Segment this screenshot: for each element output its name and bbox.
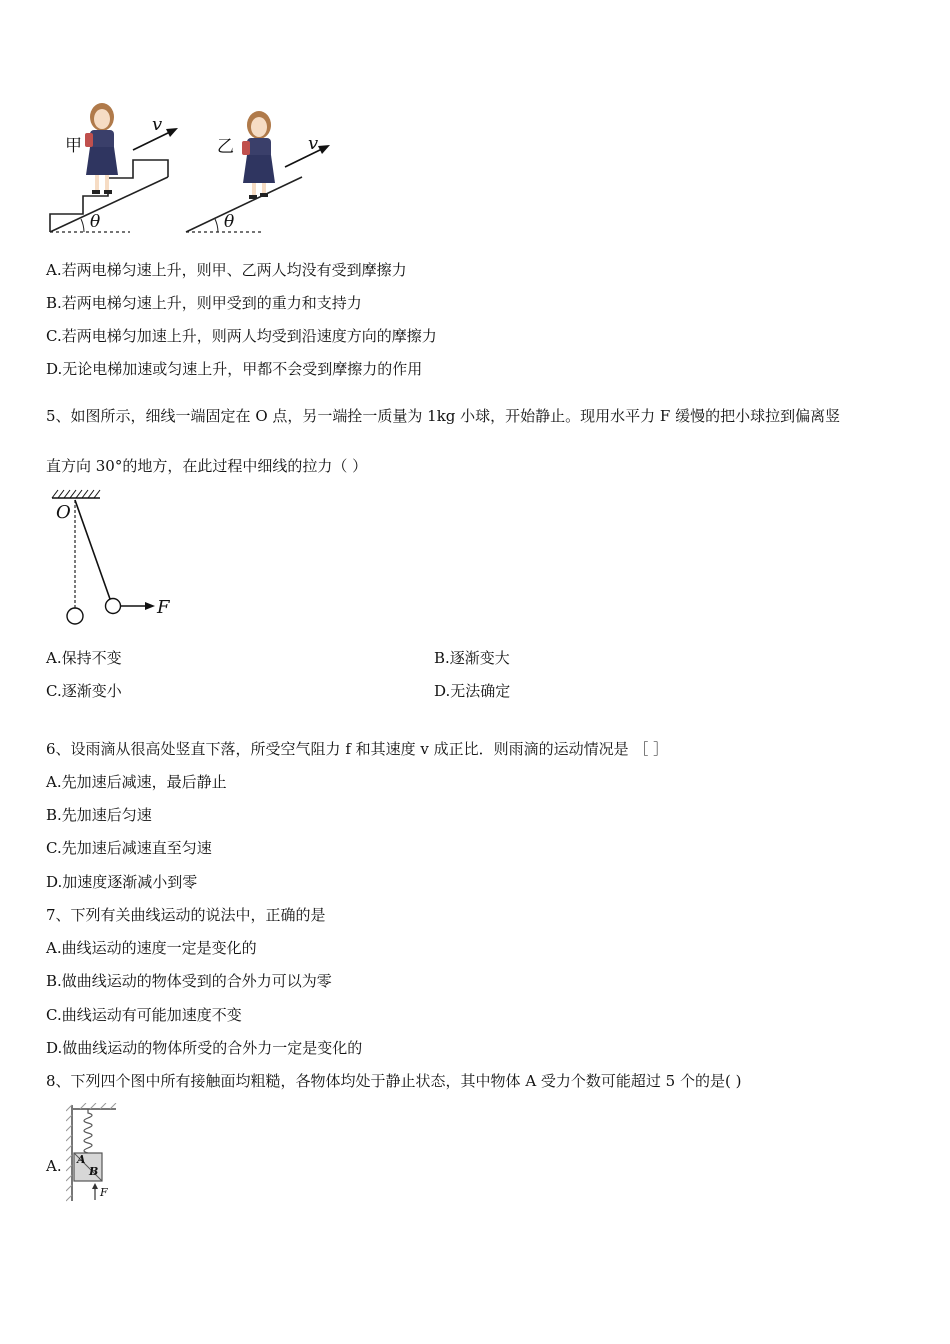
q7-option-d: D.做曲线运动的物体所受的合外力一定是变化的 [46,1039,363,1057]
q8-option-a-label: A. [46,1157,62,1175]
q5-option-b: B.逐渐变大 [434,649,510,667]
block-a-label: A [77,1153,86,1166]
girl-jia-figure [85,103,118,194]
q6-option-d: D.加速度逐渐减小到零 [46,873,198,891]
force-f-label: F [157,597,170,618]
q8-stem: 8、下列四个图中所有接触面均粗糙，各物体均处于静止状态，其中物体 A 受力个数可能超过 5 个的是( ) [46,1072,742,1090]
girl-yi-figure [242,111,275,199]
spring-block-figure [66,1103,120,1203]
q6-option-b: B.先加速后匀速 [46,806,152,824]
velocity-label-jia: v [152,114,163,135]
q5-stem-line2: 直方向 30°的地方，在此过程中细线的拉力（ ） [46,457,368,475]
q4-option-a: A.若两电梯匀速上升，则甲、乙两人均没有受到摩擦力 [46,261,407,279]
q4-option-b: B.若两电梯匀速上升，则甲受到的重力和支持力 [46,294,362,312]
theta-label-yi: θ [224,212,235,232]
q6-option-a: A.先加速后减速，最后静止 [46,773,227,791]
velocity-label-yi: v [308,133,319,154]
theta-label-jia: θ [90,212,101,232]
q7-stem: 7、下列有关曲线运动的说法中，正确的是 [46,906,326,924]
point-o-label: O [56,502,71,523]
escalator-figure [40,95,350,240]
label-yi: 乙 [217,137,234,157]
label-jia: 甲 [65,136,82,156]
q7-option-b: B.做曲线运动的物体受到的合外力可以为零 [46,972,332,990]
q7-option-a: A.曲线运动的速度一定是变化的 [46,939,257,957]
q5-option-d: D.无法确定 [434,682,511,700]
q5-option-a: A.保持不变 [46,649,122,667]
q7-option-c: C.曲线运动有可能加速度不变 [46,1006,242,1024]
q5-stem-line1: 5、如图所示，细线一端固定在 O 点，另一端拴一质量为 1kg 小球，开始静止。现用水平力 F 缓慢的把小球拉到偏离竖 [46,407,841,425]
force-f-label-q8: F [100,1186,108,1199]
q4-option-d: D.无论电梯加速或匀速上升，甲都不会受到摩擦力的作用 [46,360,423,378]
q6-stem: 6、设雨滴从很高处竖直下落，所受空气阻力 f 和其速度 v 成正比．则雨滴的运动情况是 ［ ］ [46,740,669,758]
q4-option-c: C.若两电梯匀加速上升，则两人均受到沿速度方向的摩擦力 [46,327,437,345]
q6-option-c: C.先加速后减速直至匀速 [46,839,212,857]
q5-option-c: C.逐渐变小 [46,682,122,700]
block-b-label: B [89,1165,99,1178]
